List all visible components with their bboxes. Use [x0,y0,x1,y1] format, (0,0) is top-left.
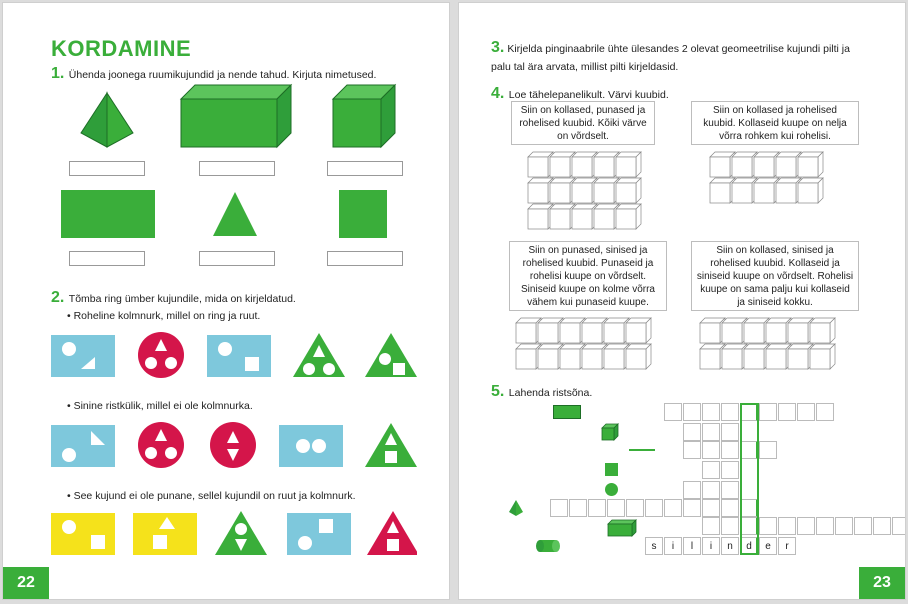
cube-outline[interactable] [528,204,553,229]
clue-pyramid-icon [507,499,525,517]
crossword-cell[interactable]: e [759,537,777,555]
crossword-cell[interactable] [892,517,906,535]
cube-outline[interactable] [516,318,541,343]
task2-bullet-2: • Sinine ristkülik, millel ei ole kolmnurka. [67,400,253,412]
answer-box-3[interactable] [327,161,403,176]
cube-outline[interactable] [810,318,835,343]
crossword-cell[interactable] [683,423,701,441]
task3-number: 3. [491,39,505,56]
shape-row-1 [51,331,417,379]
crossword-cell[interactable] [740,499,758,517]
crossword-cell[interactable] [721,517,739,535]
cube-outline[interactable] [550,178,575,203]
task2-text: Tõmba ring ümber kujundile, mida on kirjeldatud. [68,293,296,305]
cube-outline[interactable] [754,178,779,203]
info-box-2: Siin on kollased ja rohelised kuubid. Kollaseid kuupe on nelja võrra rohkem kui rohelisi. [691,101,859,145]
cube-outline[interactable] [810,344,835,369]
crossword-cell[interactable]: l [683,537,701,555]
task3-text: Kirjelda pinginaabrile ühte ülesandes 2 olevat geomeetrilise kujundi pilti ja palu tal ära arvata, millist pilti kirjeldasid. [491,43,850,73]
task5-number: 5. [491,383,505,400]
cube-outline[interactable] [594,204,619,229]
crossword-cell[interactable] [778,517,796,535]
page-number-right: 23 [859,567,905,599]
cube-grid-3[interactable] [515,317,675,373]
left-page [2,2,450,600]
crossword-cell[interactable] [721,441,739,459]
crossword-cell[interactable] [759,517,777,535]
task2-bullet-3: • See kujund ei ole punane, sellel kujundil on ruut ja kolmnurk. [67,490,356,502]
crossword-cell[interactable] [588,499,606,517]
task2-number: 2. [51,289,65,306]
cube-outline[interactable] [732,152,757,177]
crossword-cell[interactable] [683,481,701,499]
cube-outline[interactable] [538,318,563,343]
cube-outline[interactable] [572,152,597,177]
cube-outline[interactable] [594,152,619,177]
crossword-cell[interactable] [702,481,720,499]
crossword-cell[interactable] [740,441,758,459]
cube-outline[interactable] [722,344,747,369]
cube-outline[interactable] [594,178,619,203]
task5-heading [491,383,592,401]
clue-cuboid-icon [607,519,637,537]
cube-outline[interactable] [616,178,641,203]
cube-outline[interactable] [744,318,769,343]
clue-cylinder-icon [535,539,561,553]
info-box-1: Siin on kollased, punased ja rohelised kuubid. Kõiki värve on võrdselt. [511,101,655,145]
task1-number: 1. [51,65,65,82]
cube-outline[interactable] [626,318,651,343]
crossword-cell[interactable] [550,499,568,517]
cube-outline[interactable] [722,318,747,343]
triangle-face [211,190,259,238]
cube-grid-4[interactable] [699,317,859,373]
crossword-cell[interactable] [569,499,587,517]
crossword-cell[interactable]: r [778,537,796,555]
cube-outline[interactable] [776,178,801,203]
green-triangle-circle-square [365,333,417,377]
cube-outline[interactable] [528,152,553,177]
cube-outline[interactable] [604,344,629,369]
blue-rect-circle-triangle [51,335,115,377]
cube-outline[interactable] [582,344,607,369]
crossword-cell[interactable]: i [702,537,720,555]
cube-shape [331,83,397,149]
cube-outline[interactable] [516,344,541,369]
crossword-cell[interactable] [683,499,701,517]
crossword-cell[interactable] [683,403,701,421]
cube-outline[interactable] [572,204,597,229]
crossword-cell[interactable] [607,499,625,517]
cube-outline[interactable] [754,152,779,177]
cube-outline[interactable] [626,344,651,369]
task2-heading [51,289,296,307]
task1-heading [51,65,376,83]
cube-outline[interactable] [616,204,641,229]
info-box-3: Siin on punased, sinised ja rohelised kuubid. Punaseid ja rohelisi kuupe on võrdselt. Siniseid kuupe on kolme võrra vähem kui punaseid kuupe. [509,241,667,311]
crossword-cell[interactable] [797,517,815,535]
red-circle-triangles [138,332,184,378]
info-box-4: Siin on kollased, sinised ja rohelised kuubid. Kollaseid ja siniseid kuupe on võrdselt. Rohelisi kuupe on sama palju kui kollaseid ja siniseid kokku. [691,241,859,311]
crossword-cell[interactable] [702,517,720,535]
rectangle-face [61,190,155,238]
answer-box-1[interactable] [69,161,145,176]
cube-outline[interactable] [788,344,813,369]
clue-square-icon [605,463,618,476]
page-title: KORDAMINE [51,36,192,61]
shape-row-3 [51,509,417,557]
clue-cube-icon [601,423,619,441]
cube-outline[interactable] [604,318,629,343]
crossword-cell[interactable]: s [645,537,663,555]
crossword-cell[interactable] [664,403,682,421]
cube-grid-1[interactable] [527,151,659,231]
crossword-cell[interactable]: d [740,537,758,555]
task4-text: Loe tähelepanelikult. Värvi kuubid. [508,89,669,101]
crossword-cell[interactable]: i [664,537,682,555]
crossword-cell[interactable] [645,499,663,517]
crossword-cell[interactable] [835,517,853,535]
cube-outline[interactable] [700,318,725,343]
right-page [458,2,906,600]
crossword-cell[interactable] [816,517,834,535]
crossword-cell[interactable] [740,517,758,535]
clue-circle-icon [605,483,618,496]
crossword-cell[interactable]: n [721,537,739,555]
answer-box-4[interactable] [69,251,145,266]
cube-outline[interactable] [744,344,769,369]
crossword-cell[interactable] [721,499,739,517]
crossword-cell[interactable] [702,441,720,459]
cube-outline[interactable] [560,344,585,369]
cube-outline[interactable] [572,178,597,203]
cube-outline[interactable] [798,152,823,177]
task3-heading [491,39,861,75]
crossword-cell[interactable] [721,461,739,479]
crossword-cell[interactable] [721,481,739,499]
crossword-cell[interactable] [702,461,720,479]
crossword-cell[interactable] [702,423,720,441]
crossword-cell[interactable] [721,423,739,441]
crossword-cell[interactable] [683,441,701,459]
cube-outline[interactable] [560,318,585,343]
cube-grid-2[interactable] [709,151,841,207]
cube-outline[interactable] [710,178,735,203]
cube-outline[interactable] [732,178,757,203]
cube-outline[interactable] [616,152,641,177]
task5-text: Lahenda ristsõna. [508,387,593,399]
crossword-cell[interactable] [854,517,872,535]
page-number-left: 22 [3,567,49,599]
crossword-cell[interactable] [626,499,644,517]
shape-row-2 [51,421,417,469]
answer-box-5[interactable] [199,251,275,266]
cube-outline[interactable] [788,318,813,343]
crossword-cell[interactable] [759,403,777,421]
answer-box-6[interactable] [327,251,403,266]
cube-outline[interactable] [766,318,791,343]
answer-box-2[interactable] [199,161,275,176]
blue-rect-circle-square [207,335,271,377]
cube-outline[interactable] [582,318,607,343]
pyramid-shape [77,89,137,151]
crossword-cell[interactable] [778,403,796,421]
cube-outline[interactable] [766,344,791,369]
cube-outline[interactable] [538,344,563,369]
clue-rectangle-icon [553,405,581,419]
crossword-dash [629,449,655,451]
crossword-cell[interactable] [702,499,720,517]
crossword-cell[interactable] [721,403,739,421]
crossword-cell[interactable] [816,403,834,421]
cube-outline[interactable] [776,152,801,177]
cube-outline[interactable] [710,152,735,177]
cube-outline[interactable] [798,178,823,203]
task1-text: Ühenda joonega ruumikujundid ja nende tahud. Kirjuta nimetused. [68,69,377,81]
cube-outline[interactable] [700,344,725,369]
crossword-cell[interactable] [740,403,758,421]
crossword-cell[interactable] [759,441,777,459]
crossword-cell[interactable] [702,403,720,421]
crossword-cell[interactable] [664,499,682,517]
square-face [339,190,387,238]
crossword-cell[interactable] [873,517,891,535]
cube-outline[interactable] [550,152,575,177]
cube-outline[interactable] [550,204,575,229]
task2-bullet-1: • Roheline kolmnurk, millel on ring ja ruut. [67,310,261,322]
crossword-cell[interactable] [797,403,815,421]
task4-number: 4. [491,85,505,102]
cube-outline[interactable] [528,178,553,203]
green-triangle-circles-triangle [293,333,345,377]
cuboid-shape [179,83,293,149]
